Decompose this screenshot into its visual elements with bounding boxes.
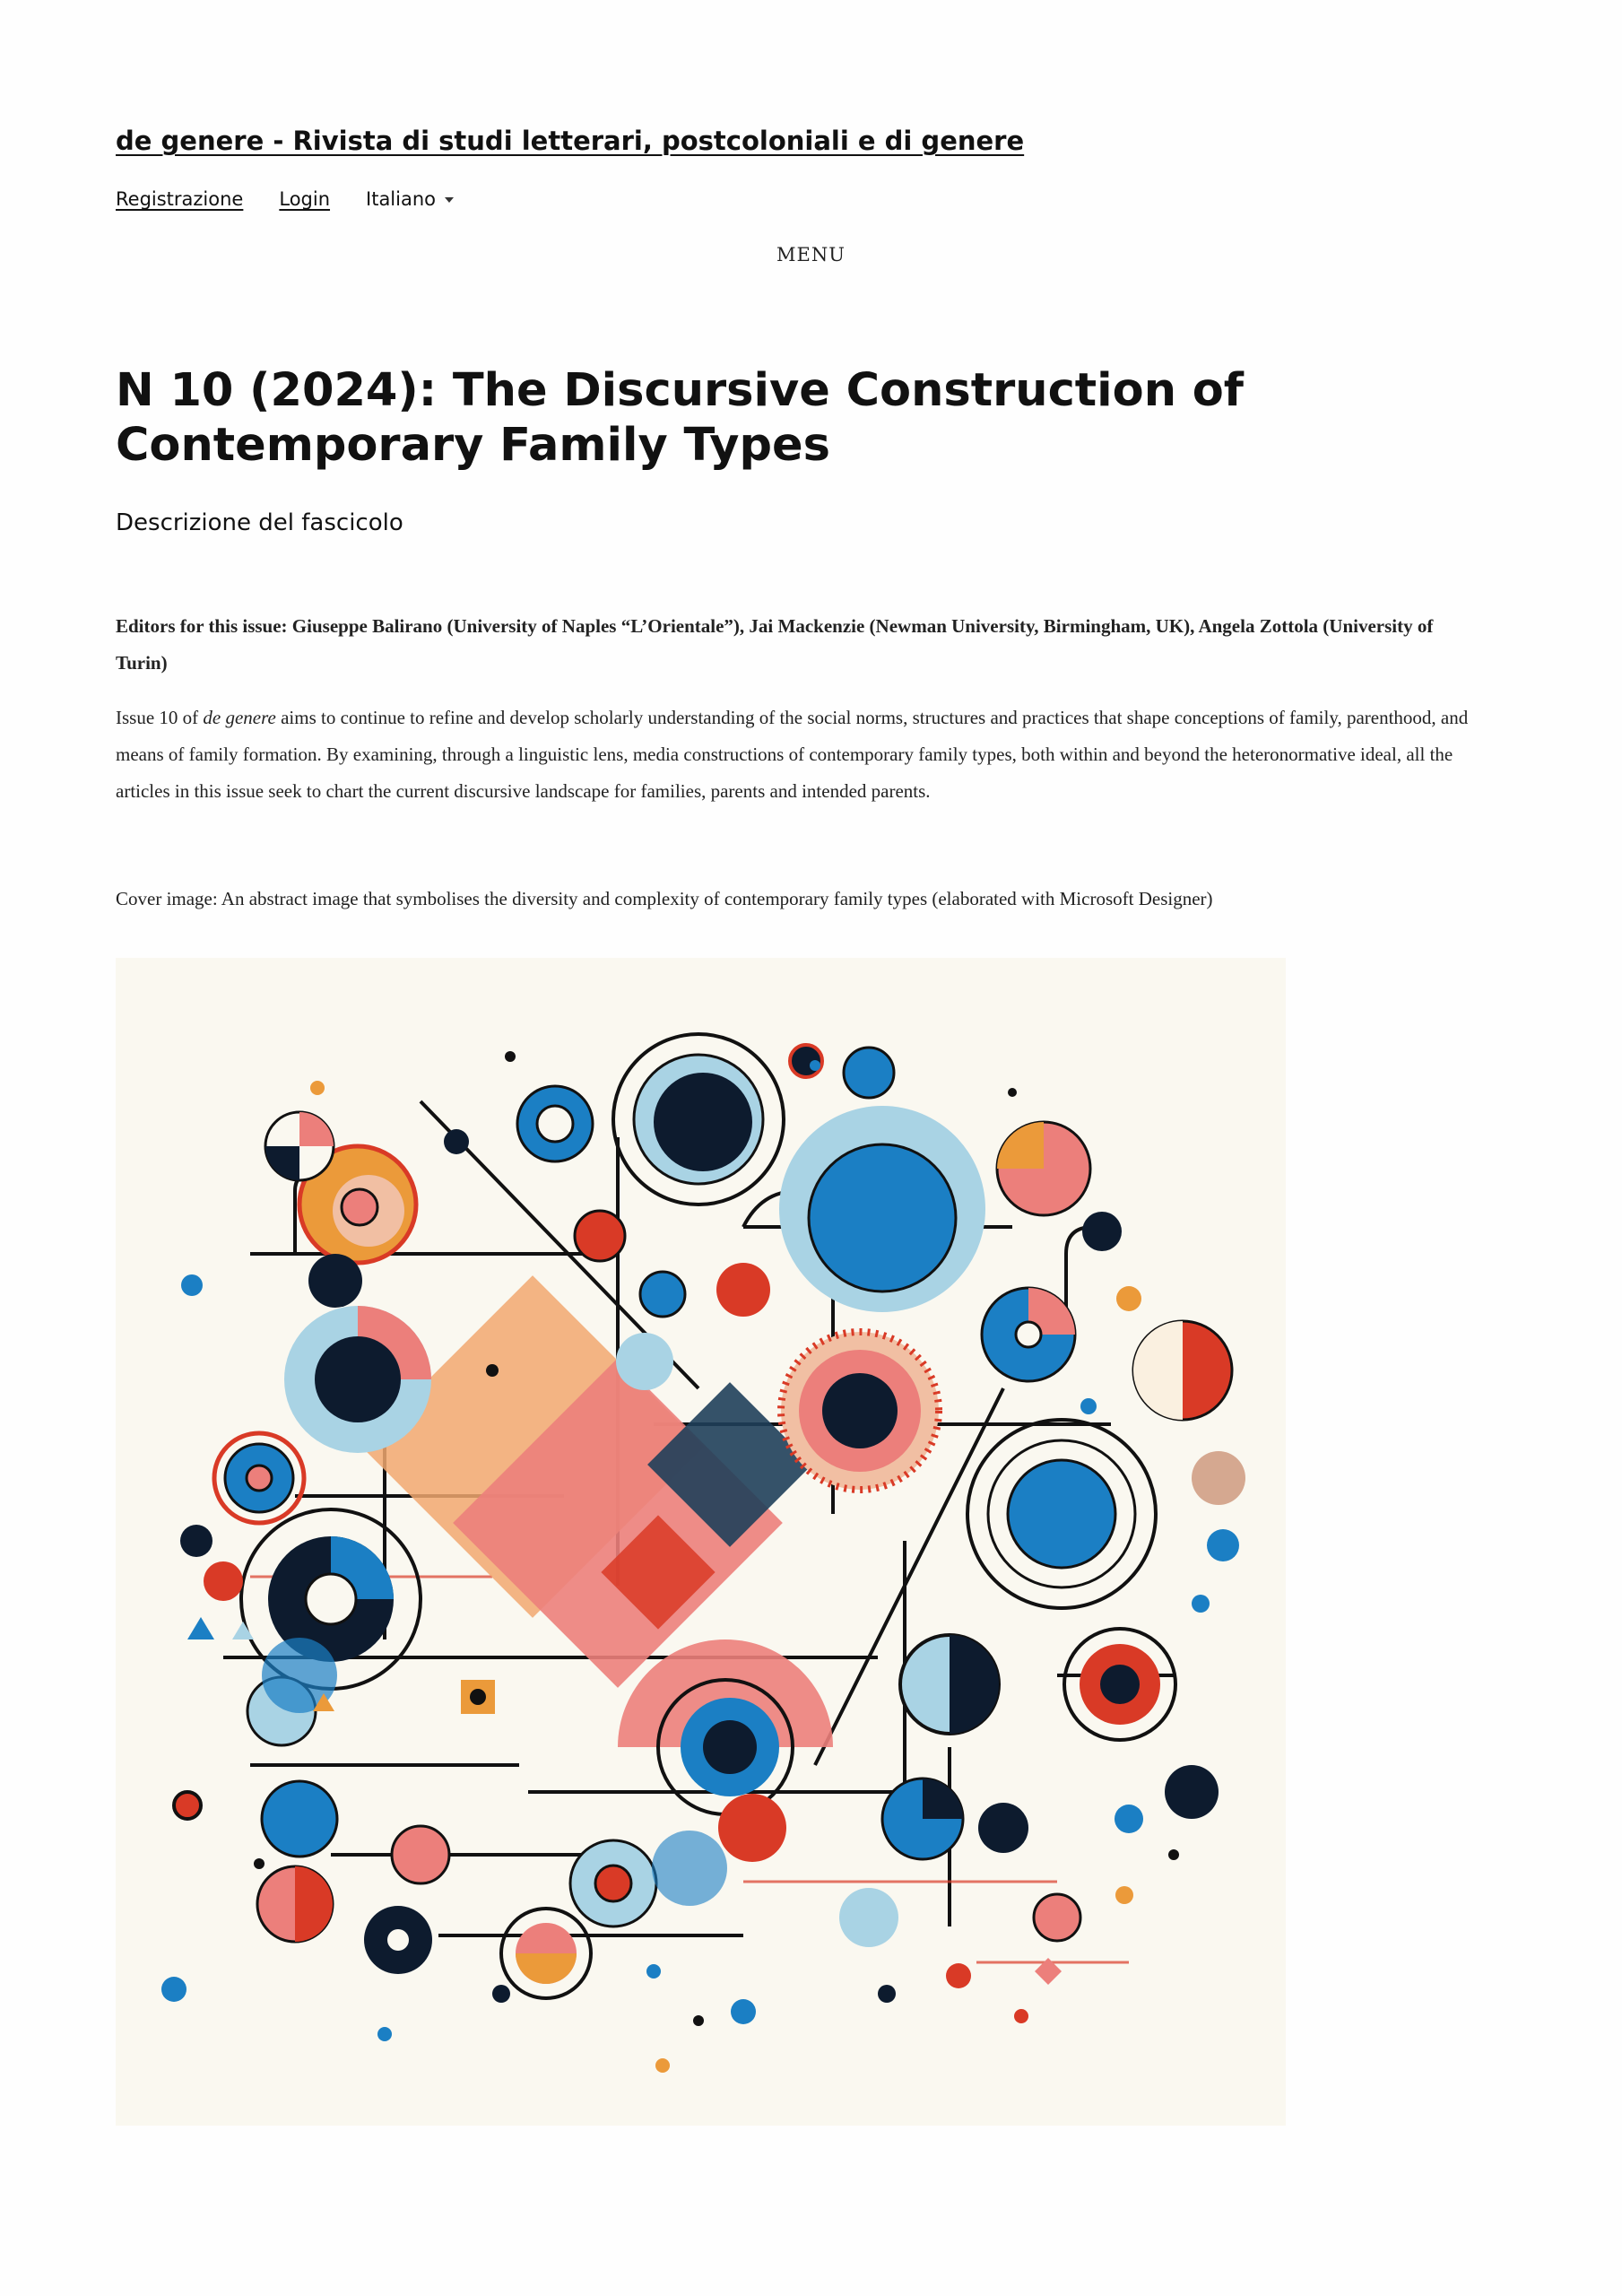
user-nav — [116, 188, 454, 210]
issue-editors: Editors for this issue: Giuseppe Balirano (University of Naples “L’Orientale”), Jai Mackenzie (Newman University, Birmingham, UK), Angela Zottola (University of Turin) — [116, 615, 1434, 674]
login-link[interactable]: Login — [279, 188, 331, 210]
page-title: N 10 (2024): The Discursive Construction of Contemporary Family Types — [116, 364, 1244, 472]
intro-body: aims to continue to refine and develop scholarly understanding of the social norms, structures and practices that shape conceptions of family, parenthood, and means of family formation. By examining, through a linguistic lens, media constructions of contemporary family types, both within and beyond the heteronormative ideal, all the articles in this issue seek to chart the current discursive landscape for families, parents and intended parents. — [116, 707, 1469, 802]
menu-toggle-button[interactable]: MENU — [776, 244, 846, 265]
issue-intro — [116, 700, 1479, 810]
language-dropdown[interactable] — [366, 188, 454, 210]
issue-description-heading: Descrizione del fascicolo — [116, 509, 403, 536]
intro-prefix: Issue 10 of — [116, 707, 204, 728]
site-title[interactable]: de genere - Rivista di studi letterari, postcoloniali e di genere — [116, 126, 1025, 156]
cover-image — [116, 958, 1286, 2126]
intro-journal-name: de genere — [203, 707, 276, 728]
register-link[interactable]: Registrazione — [116, 188, 244, 210]
language-label: Italiano — [366, 188, 437, 210]
cover-artwork — [116, 958, 1286, 2126]
cover-caption: Cover image: An abstract image that symbolises the diversity and complexity of contemporary family types (elaborated with Microsoft Designer) — [116, 888, 1213, 909]
chevron-down-icon — [445, 197, 454, 203]
